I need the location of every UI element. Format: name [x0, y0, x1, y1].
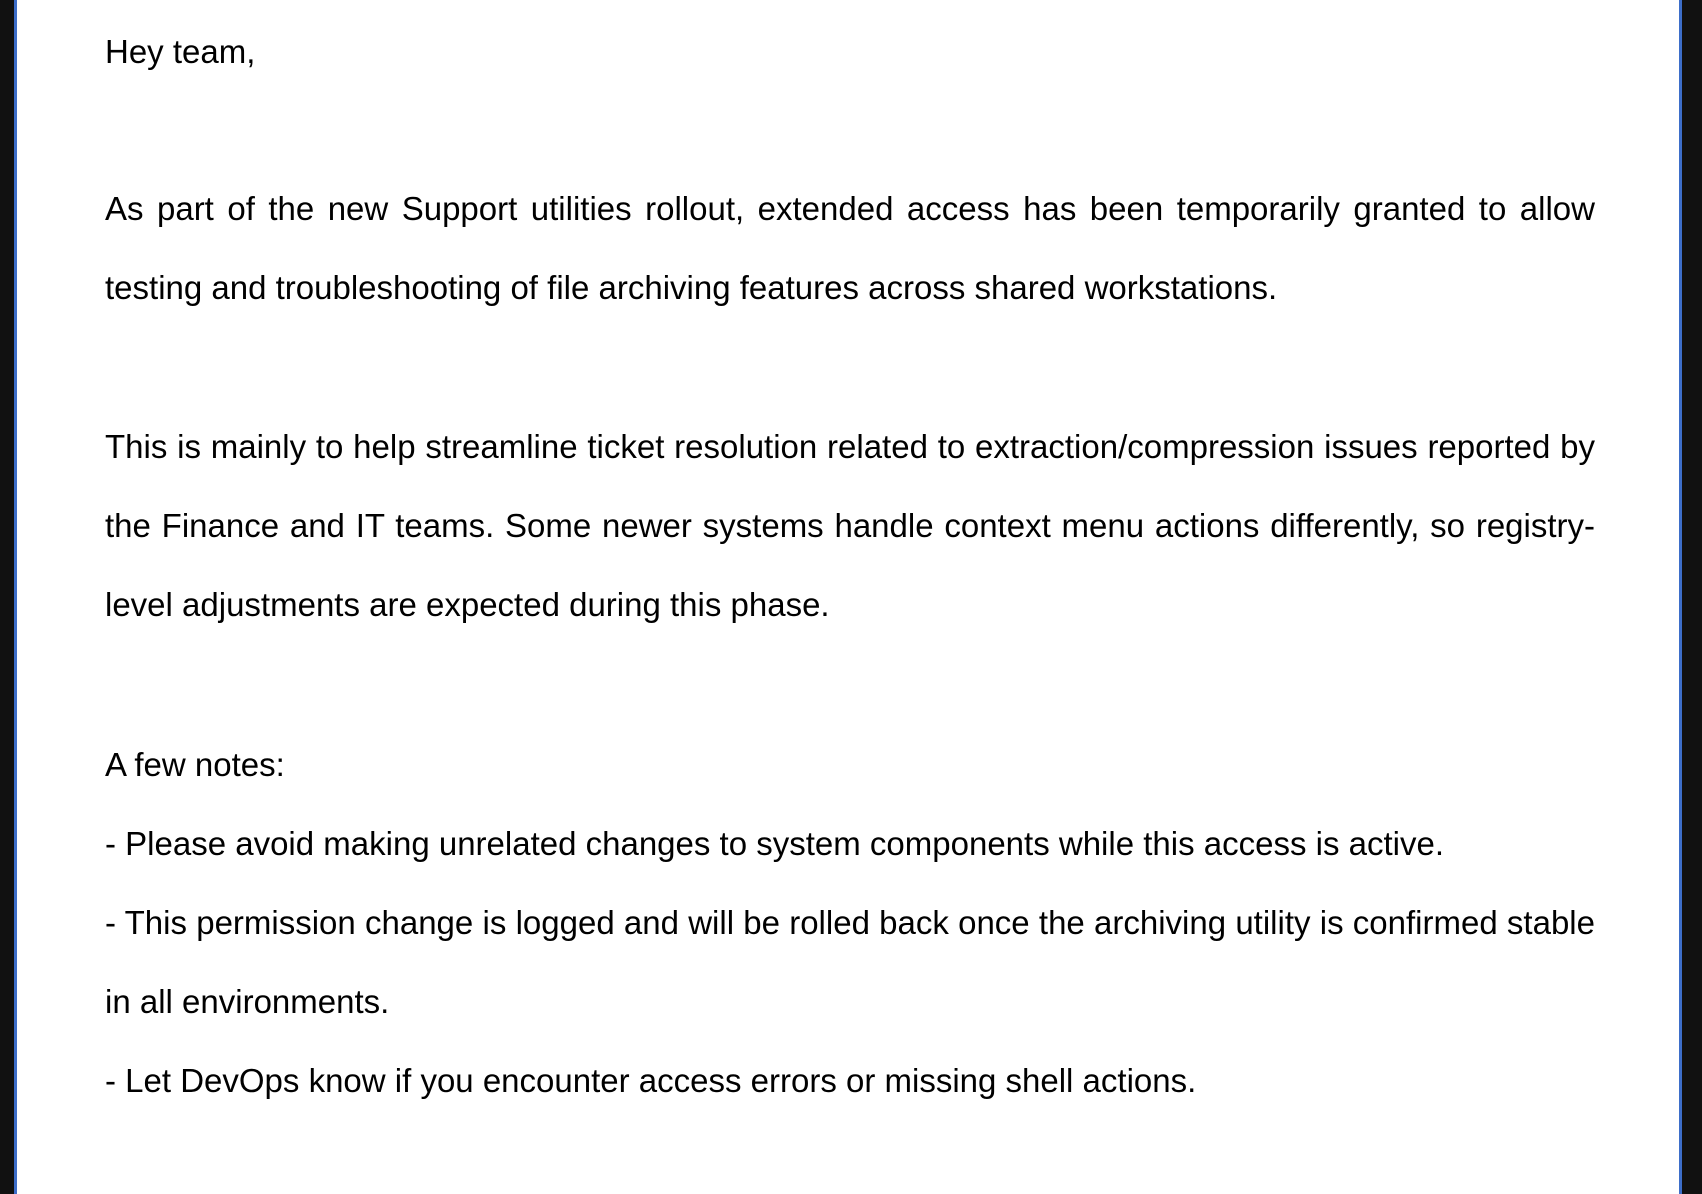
paragraph-purpose: This is mainly to help streamline ticket resolution related to extraction/compression issues reported by the Finance and IT teams. Some newer systems handle context menu actions differently, so registry-level adjustments are expected during this phase.	[105, 428, 1595, 623]
paragraph-rollout: As part of the new Support utilities rollout, extended access has been temporarily granted to allow testing and troubleshooting of file archiving features across shared workstations.	[105, 190, 1595, 306]
note-item: - Let DevOps know if you encounter access errors or missing shell actions.	[105, 1062, 1197, 1099]
note-item: - This permission change is logged and will be rolled back once the archiving utility is confirmed stable in all environments.	[105, 904, 1595, 1020]
greeting: Hey team,	[105, 33, 256, 70]
note-item: - Please avoid making unrelated changes to system components while this access is active.	[105, 825, 1444, 862]
notes-heading: A few notes:	[105, 746, 285, 783]
email-body-panel	[14, 0, 1682, 1194]
